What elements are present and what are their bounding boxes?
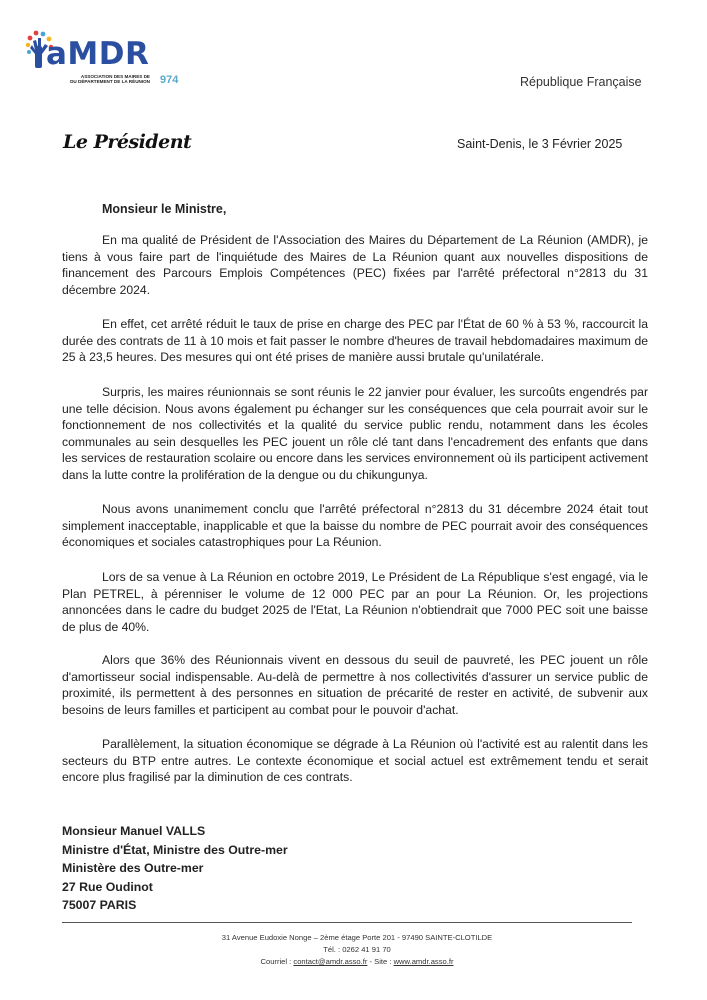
logo-subtitle-line-2: DU DÉPARTEMENT DE LA RÉUNION	[70, 79, 150, 84]
salutation: Monsieur le Ministre,	[102, 202, 227, 216]
paragraph-economy: Parallèlement, la situation économique se dégrade à La Réunion où l'activité est au ralentit dans les secteurs du BTP entre autres. Le contexte économique et social actuel est extrêmement tendu et serait encore plus fragilisé par la diminution de ces contrats.	[62, 737, 648, 784]
logo-subtitle	[60, 74, 150, 84]
recipient-ministry: Ministère des Outre-mer	[62, 861, 204, 876]
paragraph-conclusion: Nous avons unanimement conclu que l'arrêté préfectoral n°2813 du 31 décembre 2024 était tout simplement inacceptable, inapplicable et que la baisse du nombre de PEC pourrait avoir des conséquences économiques et sociales catastrophiques pour La Réunion.	[62, 502, 648, 549]
footer-email-link[interactable]: contact@amdr.asso.fr	[293, 957, 368, 966]
footer-email-label: Courriel :	[260, 957, 294, 966]
recipient-address	[62, 822, 288, 915]
amdr-logo	[26, 30, 196, 90]
logo-department-number: 974	[160, 74, 179, 86]
footer-contact	[62, 956, 652, 968]
footer-site-label: Site :	[374, 957, 394, 966]
logo-wordmark: aMDR	[46, 36, 150, 72]
recipient-street: 27 Rue Oudinot	[62, 879, 153, 894]
recipient-title: Ministre d'État, Ministre des Outre-mer	[62, 842, 288, 857]
sender-title: Le Président	[63, 131, 192, 153]
letter-date: Saint-Denis, le 3 Février 2025	[457, 137, 623, 151]
paragraph-petrel: Lors de sa venue à La Réunion en octobre 2019, Le Président de La République s'est engagé, via le Plan PETREL, à pérenniser le volume de 12 000 PEC par an pour La Réunion. Or, les projections annoncées dans le cadre du budget 2025 de l'Etat, La Réunion n'obtiendrait que 7000 PEC soit une baisse de plus de 40%.	[62, 570, 648, 634]
paragraph-intro: En ma qualité de Président de l'Association des Maires du Département de La Réunion (AMDR), je tiens à vous faire part de l'inquiétude des Maires de La Réunion quant aux nouvelles dispositions de financement des Parcours Emplois Compétences (PEC) fixées par l'arrêté préfectoral n°2813 du 31 décembre 2024.	[62, 233, 648, 297]
footer	[62, 932, 652, 968]
logo-subtitle-line-1: ASSOCIATION DES MAIRES DE	[80, 74, 150, 79]
footer-phone: Tél. : 0262 41 91 70	[323, 945, 391, 954]
recipient-name: Monsieur Manuel VALLS	[62, 824, 206, 838]
footer-separator: -	[367, 957, 375, 966]
paragraph-poverty: Alors que 36% des Réunionnais vivent en dessous du seuil de pauvreté, les PEC jouent un rôle d'amortisseur social indispensable. Au-delà de permettre à nos collectivités d'assurer un service public de proximité, ils permettent à des personnes en situation de précarité de rester en activité, de subvenir aux besoins de leurs familles et participent au combat pour le pouvoir d'achat.	[62, 653, 648, 717]
paragraph-measures: En effet, cet arrêté réduit le taux de prise en charge des PEC par l'État de 60 % à 53 %, raccourcit la durée des contrats de 11 à 10 mois et fait passer le nombre d'heures de travail hebdomadaires maximum de 25 à 23,5 heures. Des mesures qui ont été prises de manière aussi brutale qu'unilatérale.	[62, 317, 648, 364]
footer-address: 31 Avenue Eudoxie Nonge – 2ème étage Porte 201 - 97490 SAINTE-CLOTILDE	[221, 933, 493, 942]
paragraph-meeting: Surpris, les maires réunionnais se sont réunis le 22 janvier pour évaluer, les surcoûts engendrés par une telle décision. Nous avons également pu échanger sur les conséquences que cela pourrait avoir sur le fonctionnement de nos collectivités et la qualité du service public rendu, notamment dans les écoles communales au sein desquelles les PEC jouent un rôle clé tant dans l'encadrement des enfants que dans les services de restauration scolaire ou encore dans les services environnement où ils participent activement dans la lutte contre la prolifération de la dengue ou du chikungunya.	[62, 385, 648, 482]
country-header: République Française	[520, 75, 642, 89]
footer-site-link[interactable]: www.amdr.asso.fr	[393, 957, 454, 966]
recipient-city: 75007 PARIS	[62, 898, 137, 913]
footer-divider	[62, 922, 632, 923]
